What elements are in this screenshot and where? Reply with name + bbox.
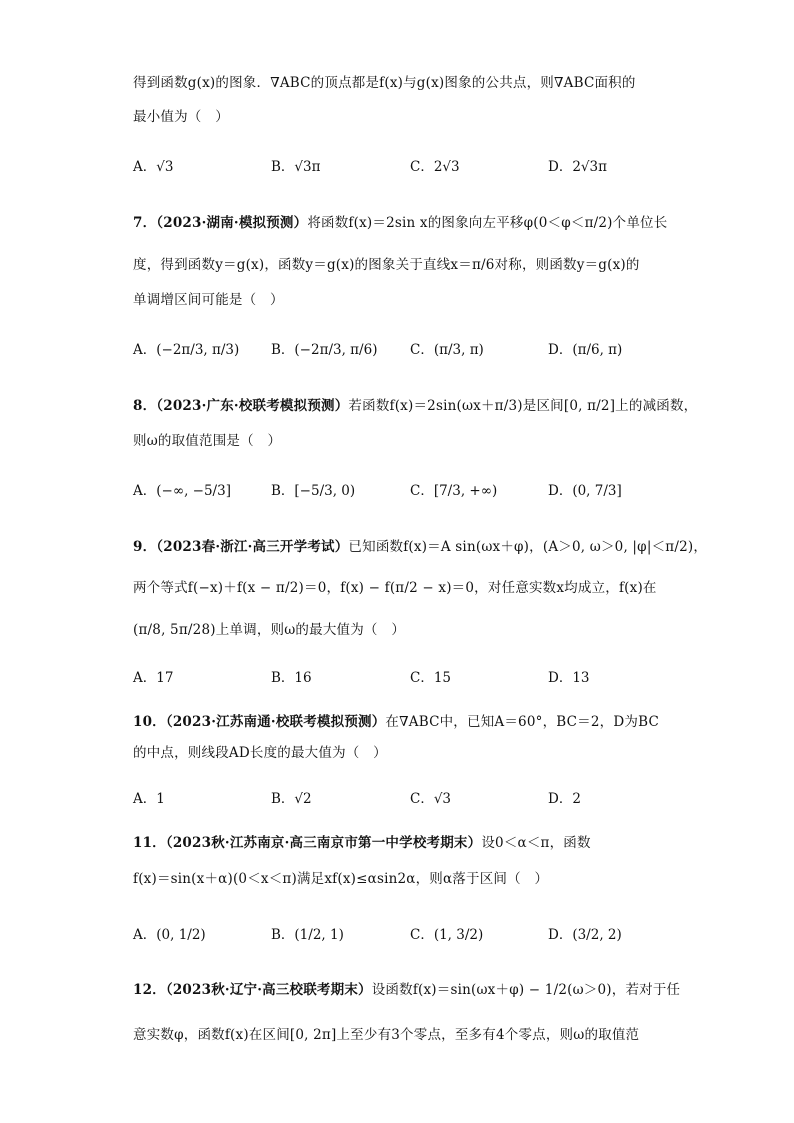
q8-text-line-2: 则ω的取值范围是（ ）: [133, 433, 282, 449]
q6-option-a: A．√3: [133, 159, 174, 175]
q9-text-line-1: [133, 537, 708, 557]
q6-option-d: D．2√3π: [548, 159, 607, 175]
q9-source: （2023春·浙江·高三开学考试）: [156, 539, 349, 555]
q10-stem: 在∇ABC中，已知A＝60°，BC＝2，D为BC: [385, 714, 659, 730]
q6-option-c: C．2√3: [410, 159, 460, 175]
q9-number: 9．: [133, 539, 157, 555]
q8-source: （2023·广东·校联考模拟预测）: [156, 398, 349, 414]
q7-option-b: B．(−2π/3, π/6): [271, 342, 378, 358]
q11-source: （2023秋·江苏南京·高三南京市第一中学校考期末）: [165, 835, 482, 851]
q8-option-d: D．(0, 7/3]: [548, 483, 622, 499]
q7-text-line-3: 单调增区间可能是（ ）: [133, 292, 284, 308]
q11-text-line-2: f(x)＝sin(x＋α)(0＜x＜π)满足xf(x)≤αsin2α，则α落于区间（ ）: [133, 871, 549, 887]
q9-text-line-3: (π/8, 5π/28)上单调，则ω的最大值为（ ）: [133, 622, 406, 638]
q11-options: [133, 923, 673, 947]
q10-text-line-1: [133, 712, 673, 732]
q7-stem: 将函数f(x)＝2sin x的图象向左平移φ(0＜φ＜π/2)个单位长: [307, 215, 668, 231]
q8-option-a: A．(−∞, −5/3]: [133, 483, 231, 499]
q10-number: 10．: [133, 714, 166, 730]
q8-stem: 若函数f(x)＝2sin(ωx＋π/3)是区间[0, π/2]上的减函数，: [348, 398, 698, 414]
q6-text-line-1: 得到函数g(x)的图象．∇ABC的顶点都是f(x)与g(x)图象的公共点，则∇ABC面积的: [133, 75, 636, 91]
q8-options: [133, 479, 673, 503]
q12-source: （2023秋·辽宁·高三校联考期末）: [165, 982, 372, 998]
q11-number: 11．: [133, 835, 166, 851]
q12-text-line-1: [133, 980, 681, 1000]
q10-option-a: A．1: [133, 791, 165, 807]
q9-options: [133, 666, 673, 690]
q7-source: （2023·湖南·模拟预测）: [156, 215, 308, 231]
q7-text-line-1: [133, 213, 673, 233]
q9-option-a: A．17: [133, 670, 174, 686]
q6-text-line-2: 最小值为（ ）: [133, 109, 229, 125]
q7-options: [133, 338, 673, 362]
q9-stem: 已知函数f(x)＝A sin(ωx＋φ)，(A＞0, ω＞0, |φ|＜π/2)，: [348, 539, 708, 555]
q11-option-c: C．(1, 3/2): [410, 927, 484, 943]
q12-stem: 设函数f(x)＝sin(ωx＋φ) − 1/2(ω＞0)，若对于任: [371, 982, 681, 998]
q6-options: [133, 155, 673, 179]
q12-text-line-2: 意实数φ，函数f(x)在区间[0, 2π]上至少有3个零点，至多有4个零点，则ω的取值范: [133, 1027, 640, 1043]
q11-option-a: A．(0, 1/2): [133, 927, 206, 943]
q7-option-d: D．(π/6, π): [548, 342, 623, 358]
q10-text-line-2: 的中点，则线段AD长度的最大值为（ ）: [133, 745, 387, 761]
q9-option-c: C．15: [410, 670, 452, 686]
q9-option-d: D．13: [548, 670, 590, 686]
q6-option-b: B．√3π: [271, 159, 321, 175]
q11-option-d: D．(3/2, 2): [548, 927, 622, 943]
q10-options: [133, 787, 673, 811]
q12-number: 12．: [133, 982, 166, 998]
q10-option-c: C．√3: [410, 791, 452, 807]
q7-option-c: C．(π/3, π): [410, 342, 484, 358]
q7-option-a: A．(−2π/3, π/3): [133, 342, 240, 358]
q8-number: 8．: [133, 398, 157, 414]
q9-option-b: B．16: [271, 670, 312, 686]
q10-source: （2023·江苏南通·校联考模拟预测）: [165, 714, 386, 730]
q10-option-d: D．2: [548, 791, 581, 807]
q7-text-line-2: 度，得到函数y＝g(x)，函数y＝g(x)的图象关于直线x＝π/6对称，则函数y＝g(x)的: [133, 257, 640, 273]
q11-option-b: B．(1/2, 1): [271, 927, 344, 943]
q8-text-line-1: [133, 396, 698, 416]
q7-number: 7．: [133, 215, 157, 231]
q11-stem: 设0＜α＜π，函数: [481, 835, 591, 851]
q9-text-line-2: 两个等式f(−x)＋f(x − π/2)＝0，f(x) − f(π/2 − x)＝0，对任意实数x均成立，f(x)在: [133, 580, 657, 596]
q8-option-b: B．[−5/3, 0): [271, 483, 356, 499]
q11-text-line-1: [133, 833, 673, 853]
q8-option-c: C．[7/3, +∞): [410, 483, 498, 499]
q10-option-b: B．√2: [271, 791, 312, 807]
